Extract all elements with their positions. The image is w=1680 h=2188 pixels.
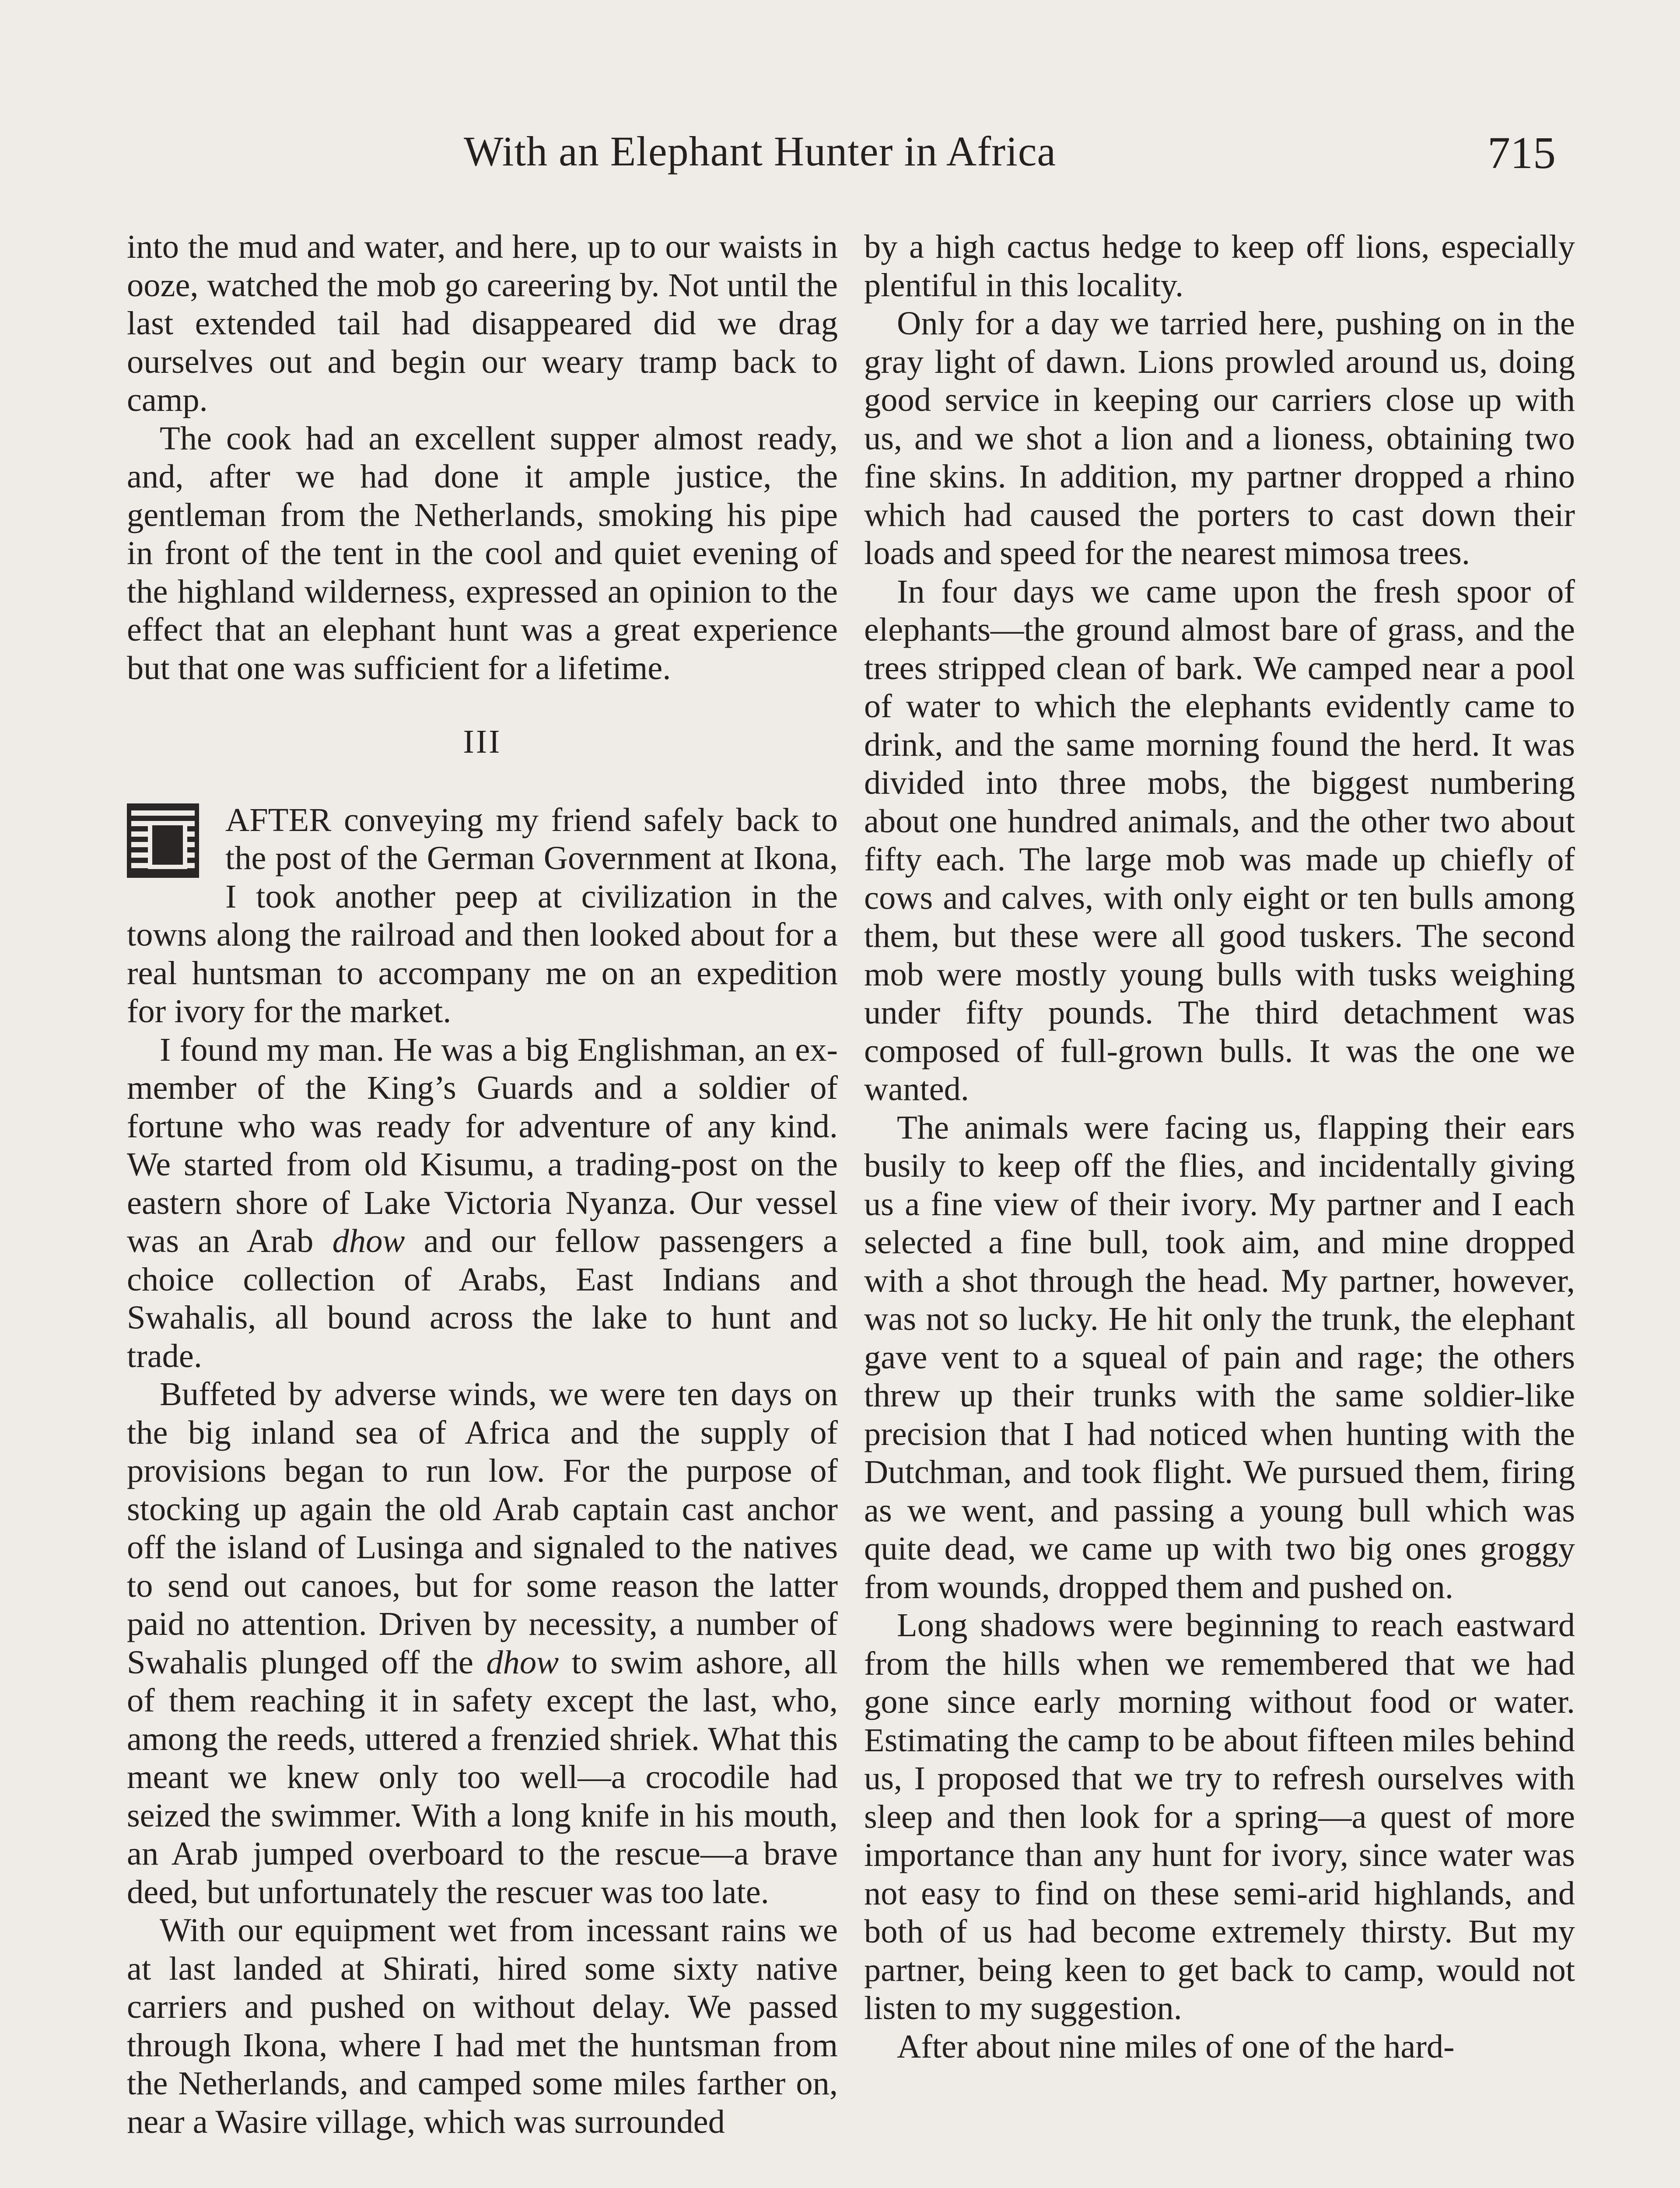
right-column	[864, 228, 1575, 2065]
paragraph	[127, 1375, 838, 1911]
text-run: and our fellow passengers a choice collection of Arabs, East Indians and Swahalis, all bound across the lake to hunt and trade.	[127, 1222, 838, 1375]
section-numeral: III	[463, 723, 502, 760]
text-run: to swim ashore, all of them reaching it in safety except the last, who, among the reeds, uttered a frenzied shriek. What this meant we knew only too well—a crocodile had seized the swimmer. With a long knife in his mouth, an Arab jumped overboard to the rescue—a brave deed, but unfortunately the rescuer was too late.	[127, 1643, 838, 1911]
italic-text: dhow	[332, 1222, 405, 1259]
text-run: Buffeted by adverse winds, we were ten days on the big inland sea of Africa and the supply of provisions began to run low. For the purpose of stocking up again the old Arab captain cast anchor off the island of Lusinga and signaled to the natives to send out canoes, but for some reason the latter paid no attention. Driven by necessity, a number of Swahalis plunged off the	[127, 1375, 838, 1681]
paragraph: Only for a day we tarried here, pushing on in the gray light of dawn. Lions prowled around us, doing good service in keeping our carriers close up with us, and we shot a lion and a lioness, obtaining two fine skins. In addition, my partner dropped a rhino which had caused the porters to cast down their loads and speed for the nearest mimosa trees.	[864, 305, 1575, 572]
paragraph	[127, 1031, 838, 1375]
running-title: With an Elephant Hunter in Africa	[464, 128, 1057, 175]
paragraph: into the mud and water, and here, up to our waists in ooze, watched the mob go careering by. Not until the last extended tail had disappeared did we drag ourselves out and begin our weary tramp back to camp.	[127, 228, 838, 418]
italic-text: dhow	[486, 1643, 559, 1681]
ornamental-initial-icon	[127, 803, 199, 878]
paragraph: After about nine miles of one of the hard-	[897, 2027, 1455, 2065]
paragraph: The cook had an excellent supper almost ready, and, after we had done it ample justice, the gentleman from the Netherlands, smoking his pipe in front of the tent in the cool and quiet evening of the highland wilderness, expressed an opinion to the effect that an elephant hunt was a great experience but that one was sufficient for a lifetime.	[127, 419, 838, 687]
paragraph: The animals were facing us, flapping their ears busily to keep off the flies, and incidentally giving us a fine view of their ivory. My partner and I each selected a fine bull, took aim, and mine dropped with a shot through the head. My partner, however, was not so lucky. He hit only the trunk, the elephant gave vent to a squeal of pain and rage; the others threw up their trunks with the same soldier-like precision that I had noticed when hunting with the Dutchman, and took flight. We pursued them, firing as we went, and passing a young bull which was quite dead, we came up with two big ones groggy from wounds, dropped them and pushed on.	[864, 1108, 1575, 1606]
paragraph-with-drop-cap	[127, 801, 838, 1031]
paragraph: by a high cactus hedge to keep off lions, especially plentiful in this locality.	[864, 228, 1575, 304]
left-column	[127, 228, 838, 2141]
paragraph: In four days we came upon the fresh spoor of elephants—the ground almost bare of grass, and the trees stripped clean of bark. We camped near a pool of water to which the elephants evidently came to drink, and the same morning found the herd. It was divided into three mobs, the biggest numbering about one hundred animals, and the other two about fifty each. The large mob was made up chiefly of cows and calves, with only eight or ten bulls among them, but these were all good tuskers. The second mob were mostly young bulls with tusks weighing under fifty pounds. The third detachment was composed of full-grown bulls. It was the one we wanted.	[864, 572, 1575, 1108]
paragraph: Long shadows were beginning to reach eastward from the hills when we remembered that we had gone since early morning without food or water. Estimating the camp to be about fifteen miles behind us, I proposed that we try to refresh ourselves with sleep and then look for a spring—a quest of more importance than any hunt for ivory, since water was not easy to find on these semi-arid highlands, and both of us had become extremely thirsty. But my partner, being keen to get back to camp, would not listen to my suggestion.	[864, 1606, 1575, 2027]
paragraph-text: AFTER conveying my friend safely back to the post of the German Government at Ikona, I took another peep at civilization in the towns along the railroad and then looked about for a real huntsman to accompany me on an expedition for ivory for the market.	[127, 801, 838, 1030]
page-header	[0, 127, 1680, 197]
text-run: I found my man. He was a big Englishman, an ex-member of the King’s Guards and a soldier of fortune who was ready for adventure of any kind. We started from old Kisumu, a trading-post on the eastern shore of Lake Victoria Nyanza. Our vessel was an Arab	[127, 1031, 838, 1259]
paragraph: With our equipment wet from incessant rains we at last landed at Shirati, hired some sixty native carriers and pushed on without delay. We passed through Ikona, where I had met the huntsman from the Netherlands, and camped some miles farther on, near a Wasire village, which was surrounded	[127, 1911, 838, 2140]
page-number: 715	[1488, 128, 1556, 178]
